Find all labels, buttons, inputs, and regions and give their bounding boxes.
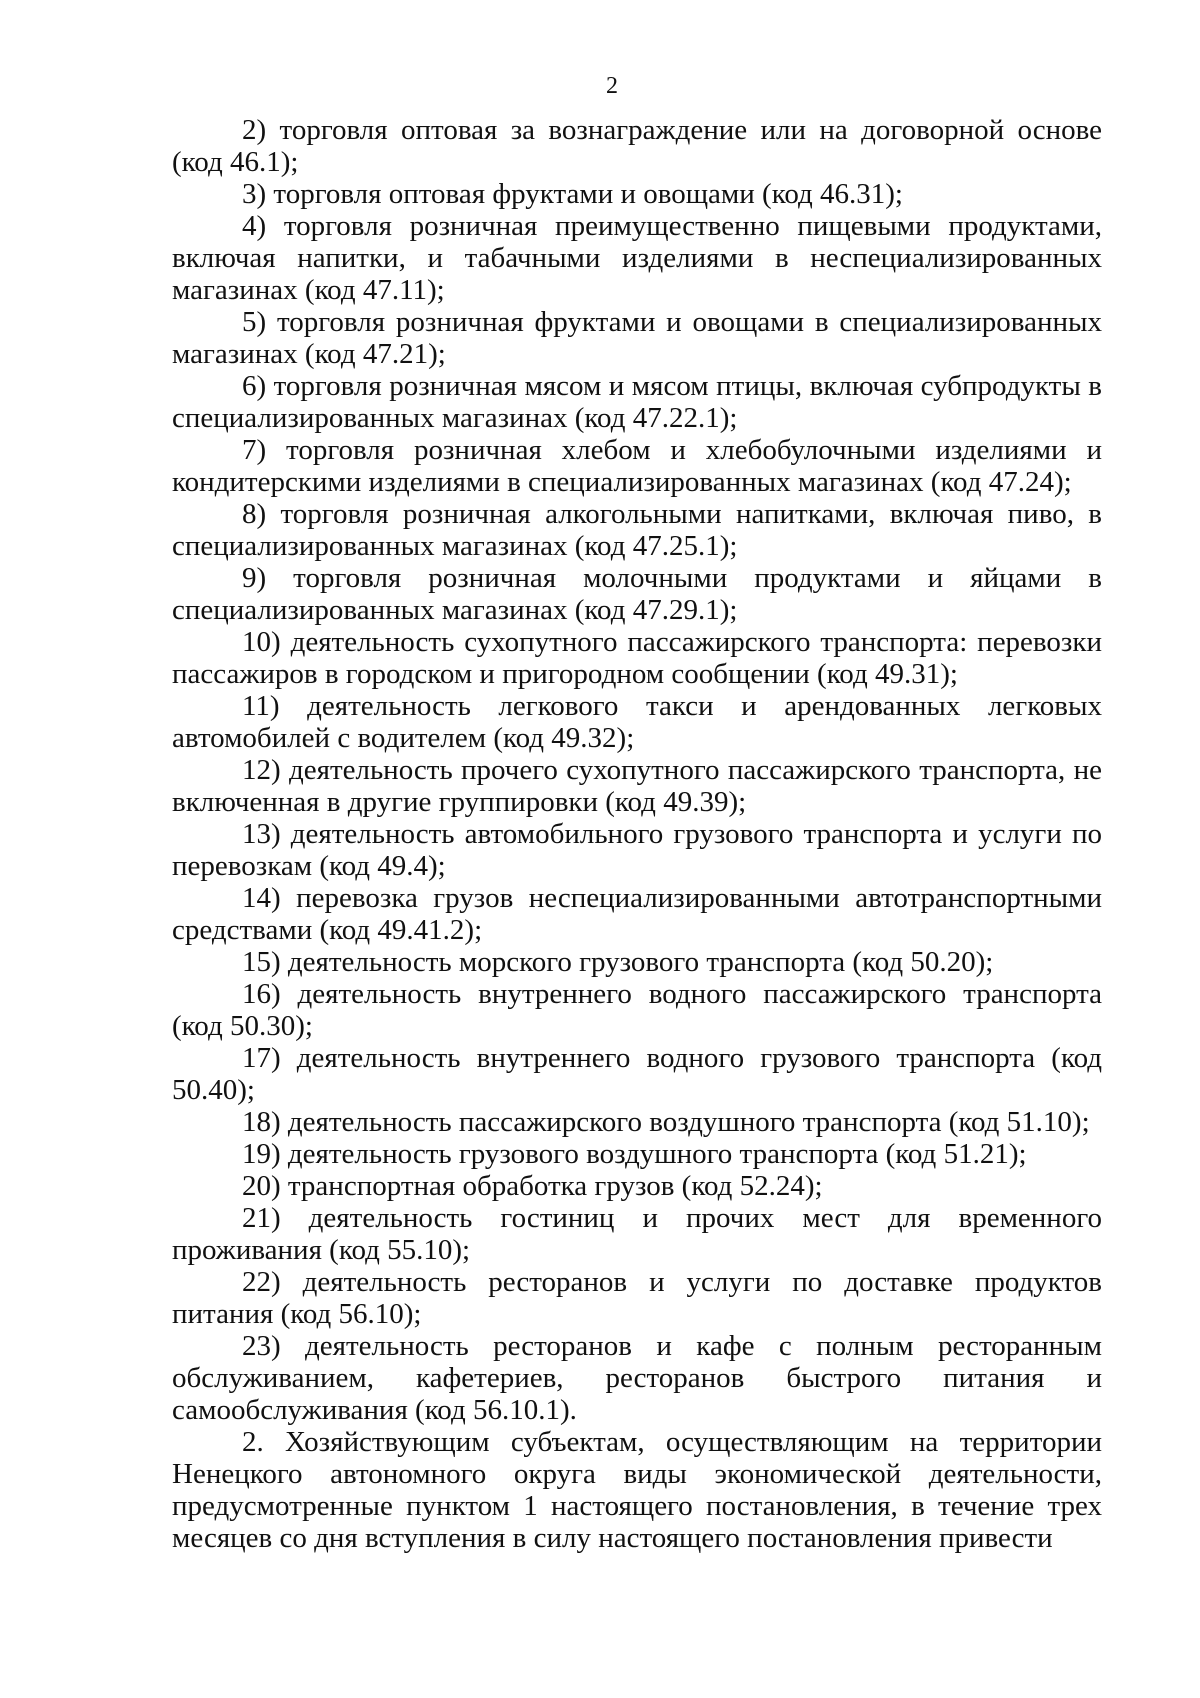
list-item-17: 17) деятельность внутреннего водного грузового транспорта (код 50.40); bbox=[172, 1042, 1102, 1106]
document-body bbox=[172, 114, 1102, 1554]
list-item-9: 9) торговля розничная молочными продуктами и яйцами в специализированных магазинах (код 47.29.1); bbox=[172, 562, 1102, 626]
list-item-14: 14) перевозка грузов неспециализированными автотранспортными средствами (код 49.41.2); bbox=[172, 882, 1102, 946]
list-item-6: 6) торговля розничная мясом и мясом птицы, включая субпродукты в специализированных магазинах (код 47.22.1); bbox=[172, 370, 1102, 434]
list-item-23: 23) деятельность ресторанов и кафе с полным ресторанным обслуживанием, кафетериев, ресторанов быстрого питания и самообслуживания (код 56.10.1). bbox=[172, 1330, 1102, 1426]
list-item-7: 7) торговля розничная хлебом и хлебобулочными изделиями и кондитерскими изделиями в специализированных магазинах (код 47.24); bbox=[172, 434, 1102, 498]
list-item-10: 10) деятельность сухопутного пассажирского транспорта: перевозки пассажиров в городском и пригородном сообщении (код 49.31); bbox=[172, 626, 1102, 690]
list-item-11: 11) деятельность легкового такси и арендованных легковых автомобилей с водителем (код 49.32); bbox=[172, 690, 1102, 754]
list-item-3: 3) торговля оптовая фруктами и овощами (код 46.31); bbox=[242, 178, 903, 210]
list-item-15: 15) деятельность морского грузового транспорта (код 50.20); bbox=[242, 946, 994, 978]
page-number: 2 bbox=[606, 73, 618, 99]
list-item-21: 21) деятельность гостиниц и прочих мест для временного проживания (код 55.10); bbox=[172, 1202, 1102, 1266]
list-item-18: 18) деятельность пассажирского воздушного транспорта (код 51.10); bbox=[242, 1106, 1090, 1138]
list-item-12: 12) деятельность прочего сухопутного пассажирского транспорта, не включенная в другие группировки (код 49.39); bbox=[172, 754, 1102, 818]
list-item-19: 19) деятельность грузового воздушного транспорта (код 51.21); bbox=[242, 1138, 1027, 1170]
list-item-20: 20) транспортная обработка грузов (код 52.24); bbox=[242, 1170, 823, 1202]
list-item-22: 22) деятельность ресторанов и услуги по доставке продуктов питания (код 56.10); bbox=[172, 1266, 1102, 1330]
list-item-16: 16) деятельность внутреннего водного пассажирского транспорта (код 50.30); bbox=[172, 978, 1102, 1042]
list-item-8: 8) торговля розничная алкогольными напитками, включая пиво, в специализированных магазинах (код 47.25.1); bbox=[172, 498, 1102, 562]
section-2-paragraph: 2. Хозяйствующим субъектам, осуществляющим на территории Ненецкого автономного округа виды экономической деятельности, предусмотренные пунктом 1 настоящего постановления, в течение трех месяцев со дня вступления в силу настоящего постановления привести bbox=[172, 1426, 1102, 1554]
list-item-2: 2) торговля оптовая за вознаграждение или на договорной основе (код 46.1); bbox=[172, 114, 1102, 178]
list-item-4: 4) торговля розничная преимущественно пищевыми продуктами, включая напитки, и табачными изделиями в неспециализированных магазинах (код 47.11); bbox=[172, 210, 1102, 306]
list-item-13: 13) деятельность автомобильного грузового транспорта и услуги по перевозкам (код 49.4); bbox=[172, 818, 1102, 882]
list-item-5: 5) торговля розничная фруктами и овощами в специализированных магазинах (код 47.21); bbox=[172, 306, 1102, 370]
